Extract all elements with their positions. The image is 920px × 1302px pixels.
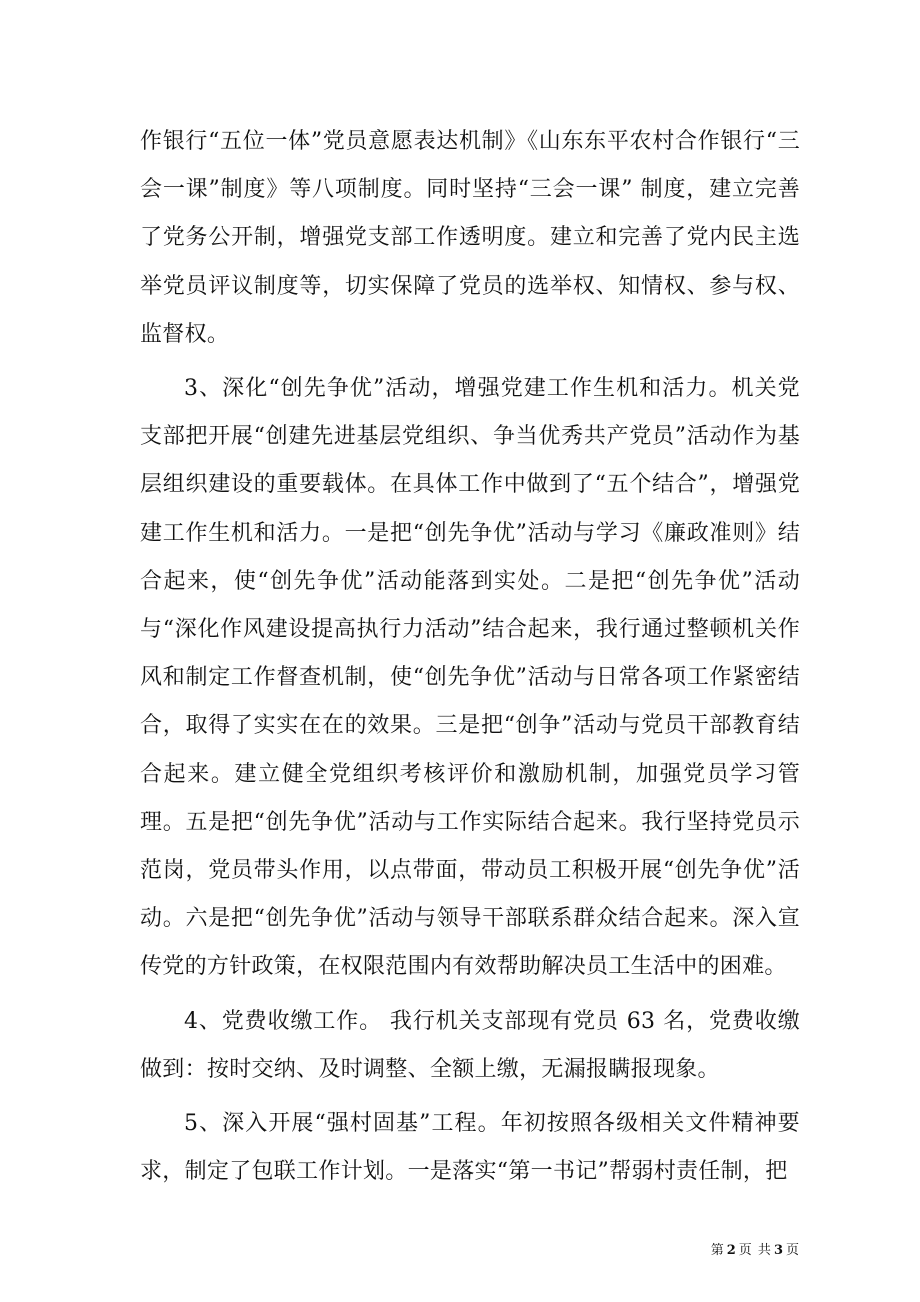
paragraph-3: 3、深化“创先争优”活动，增强党建工作生机和活力。机关党支部把开展“创建先进基层党组织、争当优秀共产党员”活动作为基层组织建设的重要载体。在具体工作中做到了“五个结合”，增强党建工作生机和活力。一是把“创先争优”活动与学习《廉政准则》结合起来，使“创先争优”活动能落到实处。二是把“创先争优”活动与“深化作风建设提高执行力活动”结合起来，我行通过整顿机关作风和制定工作督查机制，使“创先争优”活动与日常各项工作紧密结合，取得了实实在在的效果。三是把“创争”活动与党员干部教育结合起来。建立健全党组织考核评价和激励机制，加强党员学习管理。五是把“创先争优”活动与工作实际结合起来。我行坚持党员示范岗，党员带头作用，以点带面，带动员工积极开展“创先争优”活动。六是把“创先争优”活动与领导干部联系群众结合起来。深入宣传党的方针政策，在权限范围内有效帮助解决员工生活中的困难。 — [140, 376, 800, 980]
current-page-number: 2 — [726, 1243, 737, 1258]
total-page-number: 3 — [773, 1243, 784, 1258]
footer-prefix: 第 — [710, 1243, 725, 1258]
document-body — [140, 118, 800, 1196]
page-footer — [711, 1239, 800, 1258]
footer-middle: 页 共 — [738, 1243, 772, 1258]
paragraph-5: 5、深入开展“强村固基”工程。年初按照各级相关文件精神要求，制定了包联工作计划。一是落实“第一书记”帮弱村责任制，把 — [140, 1111, 800, 1185]
paragraph-continued: 作银行“五位一体”党员意愿表达机制》《山东东平农村合作银行“三会一课”制度》等八项制度。同时坚持“三会一课” 制度，建立完善了党务公开制，增强党支部工作透明度。建立和完善了党内民主选举党员评议制度等，切实保障了党员的选举权、知情权、参与权、监督权。 — [140, 129, 800, 347]
footer-suffix: 页 — [785, 1243, 800, 1258]
paragraph-4: 4、党费收缴工作。 我行机关支部现有党员 63 名，党费收缴做到：按时交纳、及时调整、全额上缴，无漏报瞒报现象。 — [140, 1008, 800, 1082]
